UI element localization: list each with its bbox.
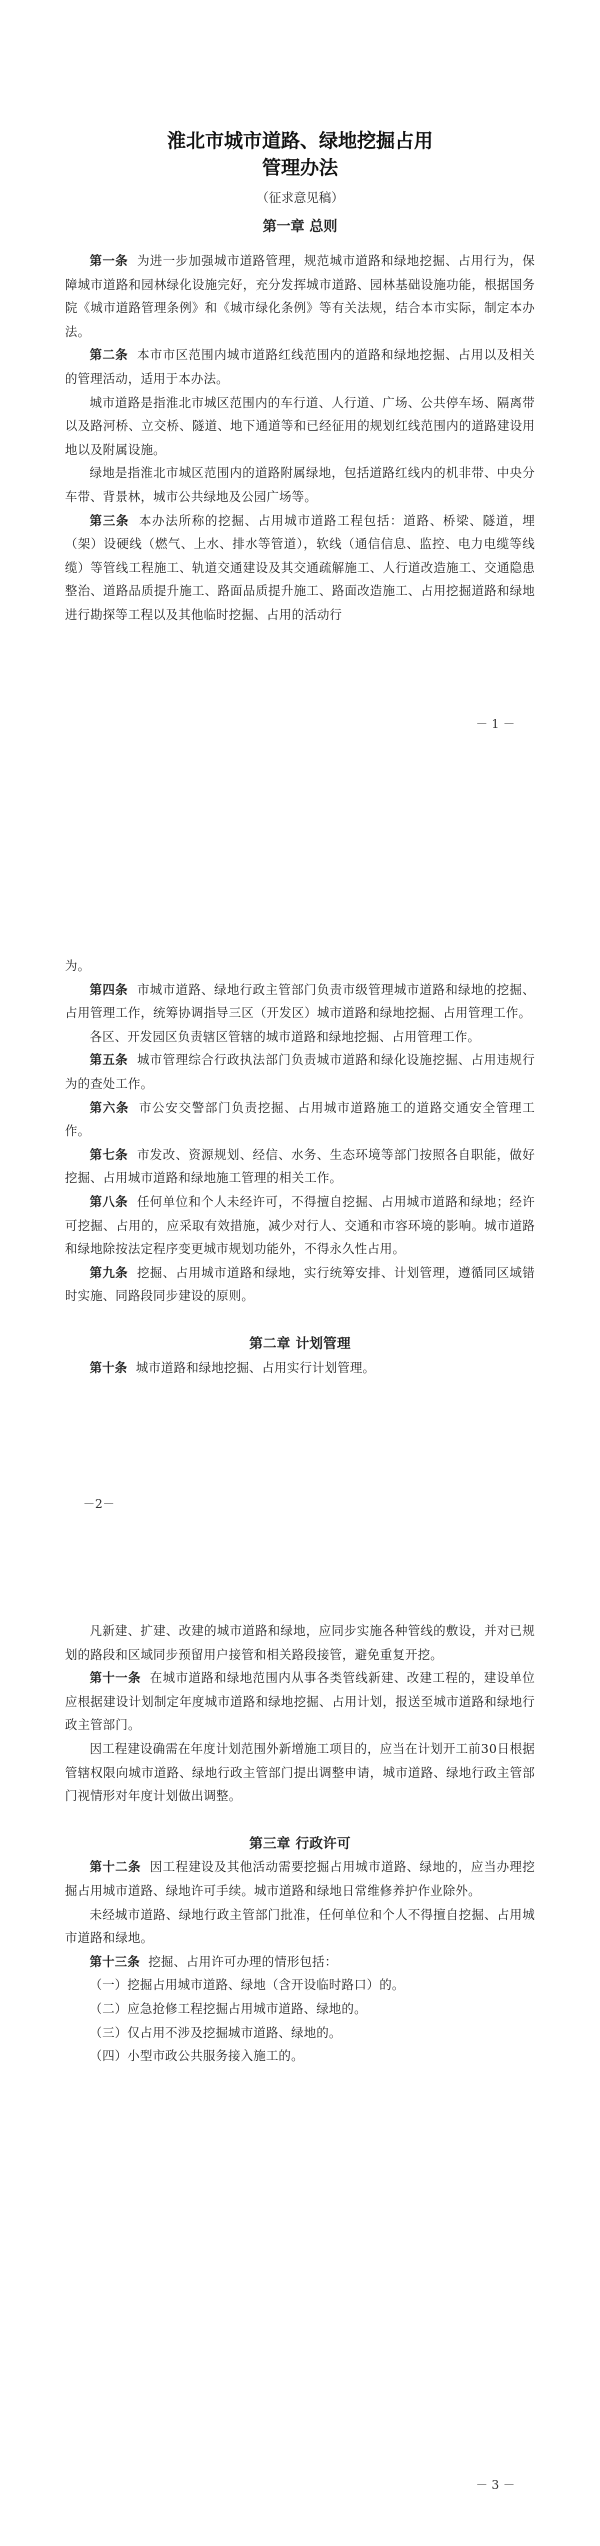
page-2-body bbox=[65, 955, 535, 1380]
article-7-text: 市发改、资源规划、经信、水务、生态环境等部门按照各自职能，做好挖掘、占用城市道路和绿地施工管理的相关工作。 bbox=[65, 1147, 535, 1186]
chapter-3-heading: 第三章 行政许可 bbox=[249, 1835, 351, 1852]
spacer bbox=[65, 1809, 535, 1833]
article-13-text: 挖掘、占用许可办理的情形包括： bbox=[148, 1954, 338, 1969]
article-13-label: 第十三条 bbox=[89, 1954, 140, 1969]
article-3-label: 第三条 bbox=[89, 513, 130, 528]
paragraph-green-definition: 绿地是指淮北市城区范围内的道路附属绿地，包括道路红线内的机非带、中央分车带、背景林，城市公共绿地及公园广场等。 bbox=[65, 466, 535, 504]
article-6-label: 第六条 bbox=[89, 1100, 130, 1115]
article-10-text: 城市道路和绿地挖掘、占用实行计划管理。 bbox=[135, 1360, 376, 1375]
article-1-text: 为进一步加强城市道路管理，规范城市道路和绿地挖掘、占用行为，保障城市道路和园林绿化设施完好，充分发挥城市道路、园林基础设施功能，根据国务院《城市道路管理条例》和《城市绿化条例》等有关法规，结合本市实际，制定本办法。 bbox=[65, 254, 535, 339]
article-9-label: 第九条 bbox=[89, 1265, 129, 1280]
article-10-label: 第十条 bbox=[89, 1360, 128, 1375]
article-9 bbox=[65, 1262, 535, 1309]
paragraph-plan-adjustment: 因工程建设确需在年度计划范围外新增施工项目的，应当在计划开工前30日根据管辖权限向城市道路、绿地行政主管部门提出调整申请，城市道路、绿地行政主管部门视情形对年度计划做出调整。 bbox=[65, 1741, 535, 1804]
article-6-text: 市公安交警部门负责挖掘、占用城市道路施工的道路交通安全管理工作。 bbox=[65, 1100, 535, 1139]
chapter-1-heading: 第一章 总则 bbox=[262, 219, 338, 235]
article-2-text: 本市市区范围内城市道路红线范围内的道路和绿地挖掘、占用以及相关的管理活动，适用于本办法。 bbox=[65, 348, 535, 386]
document-page-2 bbox=[0, 860, 600, 1580]
article-3 bbox=[65, 510, 535, 628]
document-title-line-1: 淮北市城市道路、绿地挖掘占用 bbox=[166, 130, 433, 152]
list-item-4: （四）小型市政公共服务接入施工的。 bbox=[89, 2049, 304, 2064]
article-11 bbox=[65, 1667, 535, 1738]
article-11-text: 在城市道路和绿地范围内从事各类管线新建、改建工程的，建设单位应根据建设计划制定年度城市道路和绿地挖掘、占用计划，报送至城市道路和绿地行政主管部门。 bbox=[65, 1671, 535, 1733]
article-2 bbox=[65, 344, 535, 391]
continued-text: 为。 bbox=[65, 959, 91, 973]
article-7 bbox=[65, 1144, 535, 1191]
article-8 bbox=[65, 1191, 535, 1262]
article-1 bbox=[65, 250, 535, 344]
article-10 bbox=[65, 1357, 535, 1381]
article-8-label: 第八条 bbox=[89, 1194, 129, 1209]
article-9-text: 挖掘、占用城市道路和绿地，实行统筹安排、计划管理，遵循同区域错时实施、同路段同步建设的原则。 bbox=[65, 1265, 535, 1304]
document-title bbox=[0, 128, 600, 182]
document-title-line-2: 管理办法 bbox=[261, 157, 338, 179]
article-5 bbox=[65, 1049, 535, 1096]
article-4-label: 第四条 bbox=[89, 982, 129, 997]
page-number-1: － 1 － bbox=[475, 717, 515, 731]
article-2-label: 第二条 bbox=[89, 348, 129, 363]
paragraph-districts: 各区、开发园区负责辖区管辖的城市道路和绿地挖掘、占用管理工作。 bbox=[89, 1029, 481, 1044]
page-3-body bbox=[65, 1620, 535, 2069]
document-page-1 bbox=[0, 0, 600, 800]
article-1-label: 第一条 bbox=[89, 254, 129, 268]
article-7-label: 第七条 bbox=[89, 1147, 129, 1162]
article-12 bbox=[65, 1856, 535, 1903]
article-4-text: 市城市道路、绿地行政主管部门负责市级管理城市道路和绿地的挖掘、占用管理工作，统筹协调指导三区（开发区）城市道路和绿地挖掘、占用管理工作。 bbox=[65, 982, 535, 1021]
page-number-2: －2－ bbox=[83, 1497, 115, 1511]
list-item-1: （一）挖掘占用城市道路、绿地（含开设临时路口）的。 bbox=[89, 1978, 405, 1993]
article-6 bbox=[65, 1097, 535, 1144]
article-13 bbox=[65, 1951, 535, 1975]
article-12-text: 因工程建设及其他活动需要挖掘占用城市道路、绿地的，应当办理挖掘占用城市道路、绿地许可手续。城市道路和绿地日常维修养护作业除外。 bbox=[65, 1860, 535, 1898]
article-5-text: 城市管理综合行政执法部门负责城市道路和绿化设施挖掘、占用违规行为的查处工作。 bbox=[65, 1053, 535, 1091]
spacer bbox=[65, 1309, 535, 1333]
page-number-3: － 3 － bbox=[475, 2478, 515, 2492]
document-subtitle: （征求意见稿） bbox=[256, 190, 344, 205]
list-item-3: （三）仅占用不涉及挖掘城市道路、绿地的。 bbox=[89, 2025, 342, 2040]
paragraph-roads-definition: 城市道路是指淮北市城区范围内的车行道、人行道、广场、公共停车场、隔离带以及路河桥、立交桥、隧道、地下通道等和已经征用的规划红线范围内的道路建设用地以及附属设施。 bbox=[65, 395, 535, 457]
article-12-label: 第十二条 bbox=[89, 1860, 141, 1875]
article-8-text: 任何单位和个人未经许可，不得擅自挖掘、占用城市道路和绿地；经许可挖掘、占用的，应采取有效措施，减少对行人、交通和市容环境的影响。城市道路和绿地除按法定程序变更城市规划功能外，不得永久性占用。 bbox=[65, 1194, 535, 1257]
paragraph-unauthorized: 未经城市道路、绿地行政主管部门批准，任何单位和个人不得擅自挖掘、占用城市道路和绿地。 bbox=[65, 1907, 535, 1946]
article-3-text: 本办法所称的挖掘、占用城市道路工程包括：道路、桥梁、隧道，埋（架）设硬线（燃气、上水、排水等管道），软线（通信信息、监控、电力电缆等线缆）等管线工程施工、轨道交通建设及其交通疏解施工、人行道改造施工、交通隐患整治、道路品质提升施工、路面品质提升施工、路面改造施工、占用挖掘道路和绿地进行勘探等工程以及其他临时挖掘、占用的活动行 bbox=[65, 513, 535, 622]
article-4 bbox=[65, 979, 535, 1026]
article-11-label: 第十一条 bbox=[89, 1671, 141, 1686]
document-page-3 bbox=[0, 1620, 600, 2546]
article-5-label: 第五条 bbox=[89, 1053, 129, 1068]
page-1-body bbox=[65, 250, 535, 628]
list-item-2: （二）应急抢修工程挖掘占用城市道路、绿地的。 bbox=[89, 2001, 367, 2016]
chapter-2-heading: 第二章 计划管理 bbox=[249, 1335, 351, 1352]
paragraph-new-construction: 凡新建、扩建、改建的城市道路和绿地，应同步实施各种管线的敷设，并对已规划的路段和区域同步预留用户接管和相关路段接管，避免重复开挖。 bbox=[65, 1624, 535, 1662]
